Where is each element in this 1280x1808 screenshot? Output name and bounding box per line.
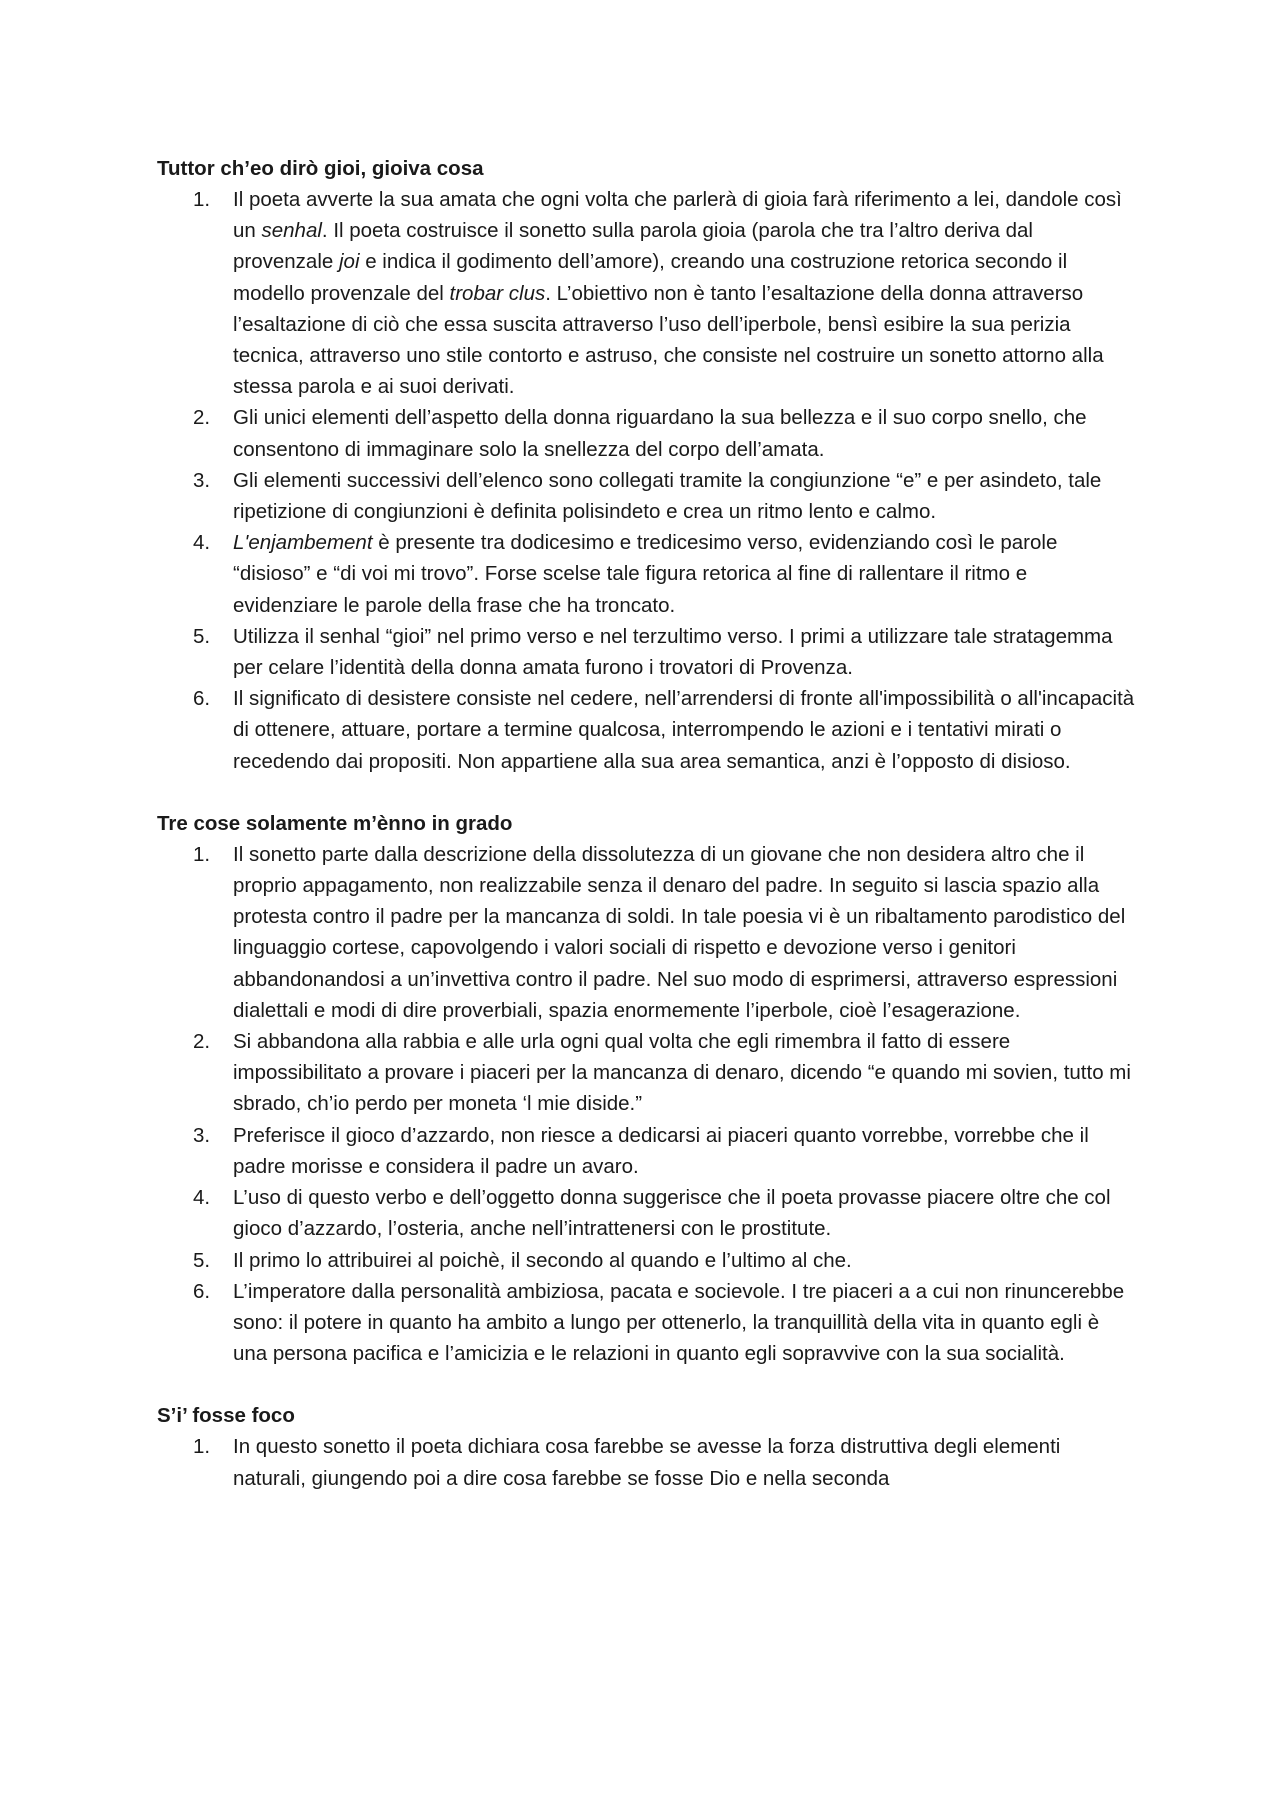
list-item bbox=[157, 1276, 1137, 1370]
text-run: In questo sonetto il poeta dichiara cosa farebbe se avesse la forza distruttiva degli elementi naturali, giungendo poi a dire cosa farebbe se fosse Dio e nella seconda bbox=[233, 1435, 1061, 1490]
list-item bbox=[157, 527, 1137, 621]
document-section bbox=[157, 1400, 1137, 1493]
list-item bbox=[157, 621, 1137, 683]
document-section bbox=[157, 153, 1137, 777]
text-run: Preferisce il gioco d’azzardo, non riesce a dedicarsi ai piaceri quanto vorrebbe, vorrebbe che il padre morisse e considera il padre un avaro. bbox=[233, 1123, 1089, 1178]
text-run: L’imperatore dalla personalità ambiziosa, pacata e socievole. I tre piaceri a a cui non rinuncerebbe sono: il potere in quanto ha ambito a lungo per ottenerlo, la tranquillità della vita in quanto egli è una persona pacifica e l’amicizia e le relazioni in quanto egli sopravvive con la sua socialità. bbox=[233, 1279, 1125, 1366]
list-item bbox=[157, 402, 1137, 464]
list-item-number: 1. bbox=[193, 1435, 211, 1459]
list-item bbox=[157, 184, 1137, 402]
text-run: . Il poeta costruisce il sonetto sulla parola gioia (parola che tra l’altro deriva dal provenzale bbox=[233, 219, 1033, 274]
list-item bbox=[157, 1026, 1137, 1120]
list-item bbox=[157, 1120, 1137, 1182]
list-item-number: 5. bbox=[193, 624, 211, 648]
numbered-list bbox=[157, 839, 1137, 1369]
text-run: . L’obiettivo non è tanto l’esaltazione della donna attraverso l’esaltazione di ciò che essa suscita attraverso l’uso dell’iperbole, bensì esibire la sua perizia tecnica, attraverso uno stile contorto e astruso, che consiste nel costruire un sonetto attorno alla stessa parola e ai suoi derivati. bbox=[233, 281, 1104, 399]
list-item bbox=[157, 1245, 1137, 1276]
text-run: L’uso di questo verbo e dell’oggetto donna suggerisce che il poeta provasse piacere oltre che col gioco d’azzardo, l’osteria, anche nell’intrattenersi con le prostitute. bbox=[233, 1186, 1111, 1241]
text-run: Gli unici elementi dell’aspetto della donna riguardano la sua bellezza e il suo corpo snello, che consentono di immaginare solo la snellezza del corpo dell’amata. bbox=[233, 406, 1087, 461]
document-section bbox=[157, 808, 1137, 1369]
italic-term: senhal bbox=[261, 219, 322, 243]
section-title: Tuttor ch’eo dirò gioi, gioiva cosa bbox=[157, 157, 484, 180]
italic-term: joi bbox=[338, 250, 360, 274]
list-item-number: 3. bbox=[193, 468, 211, 492]
document-page bbox=[157, 153, 1137, 1525]
text-run: Il sonetto parte dalla descrizione della dissolutezza di un giovane che non desidera altro che il proprio appagamento, non realizzabile senza il denaro del padre. In seguito si lascia spazio alla protesta contro il padre per la mancanza di soldi. In tale poesia vi è un ribaltamento parodistico del linguaggio cortese, capovolgendo i valori sociali di rispetto e devozione verso i genitori abbandonandosi a un’invettiva contro il padre. Nel suo modo di esprimersi, attraverso espressioni dialettali e modi di dire proverbiali, spazia enormemente l’iperbole, cioè l’esagerazione. bbox=[233, 842, 1126, 1022]
section-title: Tre cose solamente m’ènno in grado bbox=[157, 811, 513, 835]
list-item-number: 4. bbox=[193, 531, 211, 555]
list-item bbox=[157, 839, 1137, 1026]
list-item-number: 6. bbox=[193, 1279, 211, 1303]
list-item-number: 4. bbox=[193, 1186, 211, 1210]
list-item-number: 6. bbox=[193, 687, 211, 711]
list-item-number: 5. bbox=[193, 1248, 211, 1272]
section-title: S’i’ fosse foco bbox=[157, 1404, 295, 1428]
list-item bbox=[157, 1182, 1137, 1244]
text-run: Il poeta avverte la sua amata che ogni volta che parlerà di gioia farà riferimento a lei, dandole così un bbox=[233, 188, 1122, 243]
list-item bbox=[157, 1431, 1137, 1493]
text-run: e indica il godimento dell’amore), creando una costruzione retorica secondo il modello provenzale del bbox=[233, 250, 1068, 305]
text-run: Utilizza il senhal “gioi” nel primo verso e nel terzultimo verso. I primi a utilizzare tale stratagemma per celare l’identità della donna amata furono i trovatori di Provenza. bbox=[233, 624, 1113, 680]
list-item-number: 2. bbox=[193, 406, 211, 430]
text-run: Il primo lo attribuirei al poichè, il secondo al quando e l’ultimo al che. bbox=[233, 1248, 852, 1272]
numbered-list bbox=[157, 184, 1137, 777]
italic-term: L'enjambement bbox=[233, 531, 373, 555]
list-item bbox=[157, 465, 1137, 527]
list-item-number: 1. bbox=[193, 188, 211, 211]
list-item bbox=[157, 683, 1137, 777]
italic-term: trobar clus bbox=[449, 281, 546, 305]
text-run: è presente tra dodicesimo e tredicesimo verso, evidenziando così le parole “disioso” e “di voi mi trovo”. Forse scelse tale figura retorica al fine di rallentare il ritmo e evidenziare le parole della frase che ha troncato. bbox=[233, 531, 1058, 617]
numbered-list bbox=[157, 1431, 1137, 1493]
text-run: Gli elementi successivi dell’elenco sono collegati tramite la congiunzione “e” e per asindeto, tale ripetizione di congiunzioni è definita polisindeto e crea un ritmo lento e calmo. bbox=[233, 468, 1102, 524]
text-run: Si abbandona alla rabbia e alle urla ogni qual volta che egli rimembra il fatto di essere impossibilitato a provare i piaceri per la mancanza di denaro, dicendo “e quando mi sovien, tutto mi sbrado, ch’io perdo per moneta ‘l mie diside.” bbox=[233, 1030, 1131, 1116]
text-run: Il significato di desistere consiste nel cedere, nell’arrendersi di fronte all'impossibilità o all'incapacità di ottenere, attuare, portare a termine qualcosa, interrompendo le azioni e i tentativi mirati o recedendo dai propositi. Non appartiene alla sua area semantica, anzi è l’opposto di disioso. bbox=[233, 687, 1135, 773]
list-item-number: 2. bbox=[193, 1030, 211, 1054]
list-item-number: 1. bbox=[193, 842, 211, 866]
list-item-number: 3. bbox=[193, 1123, 211, 1147]
